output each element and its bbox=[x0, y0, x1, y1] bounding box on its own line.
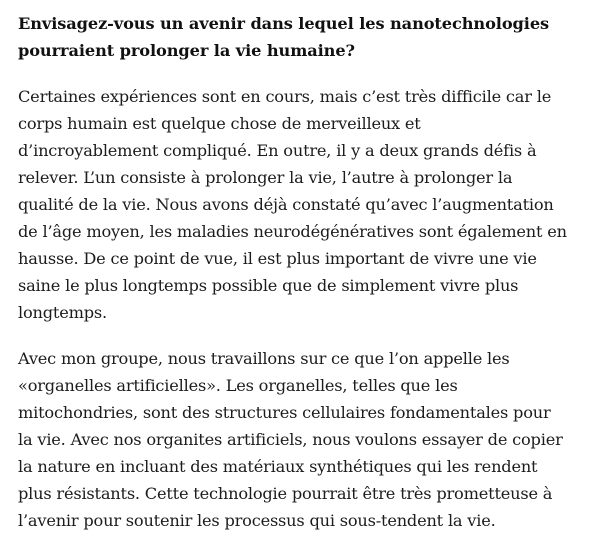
article-body bbox=[18, 10, 602, 534]
answer-paragraph-2: Avec mon groupe, nous travaillons sur ce que l’on appelle les «organelles artificielles». Les organelles, telles que les mitochondries, sont des structures cellulaires fondamentales pour la vie. Avec nos organites artificiels, nous voulons essayer de copier la nature en incluant des matériaux synthétiques qui les rendent plus résistants. Cette technologie pourrait être très prometteuse à l’avenir pour soutenir les processus qui sous-tendent la vie. bbox=[18, 349, 563, 530]
interview-question: Envisagez-vous un avenir dans lequel les nanotechnologies pourraient prolonger la vie humaine? bbox=[18, 14, 550, 60]
answer-paragraph-1: Certaines expériences sont en cours, mais c’est très difficile car le corps humain est quelque chose de merveilleux et d’incroyablement compliqué. En outre, il y a deux grands défis à relever. L’un consiste à prolonger la vie, l’autre à prolonger la qualité de la vie. Nous avons déjà constaté qu’avec l’augmentation de l’âge moyen, les maladies neurodégénératives sont également en hausse. De ce point de vue, il est plus important de vivre une vie saine le plus longtemps possible que de simplement vivre plus longtemps. bbox=[18, 87, 567, 322]
